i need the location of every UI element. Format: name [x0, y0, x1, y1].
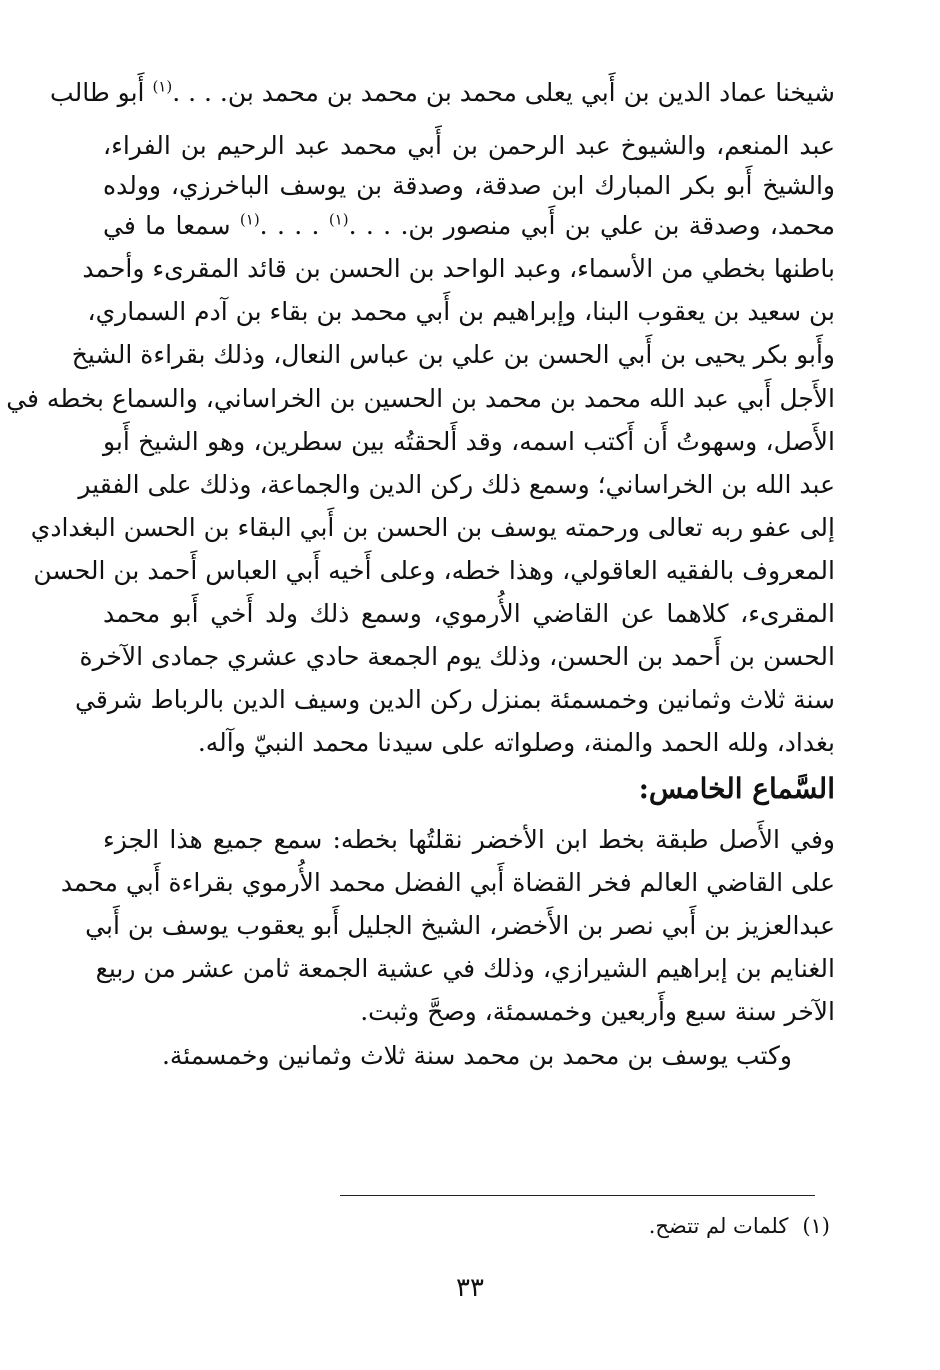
- text-line: الحسن بن أَحمد بن الحسن، وذلك يوم الجمعة حادي عشري جمادى الآخرة: [79, 642, 835, 671]
- footnote-number: (١): [802, 1214, 830, 1238]
- text-run: . . . .: [259, 211, 329, 240]
- text-line: وفي الأَصل طبقة بخط ابن الأخضر نقلتُها بخطه: سمع جميع هذا الجزء: [103, 825, 835, 854]
- text-line: عبدالعزيز بن أَبي نصر بن الأَخضر، الشيخ الجليل أَبو يعقوب يوسف بن أَبي: [85, 911, 835, 940]
- text-line: الآخر سنة سبع وأَربعين وخمسمئة، وصحَّ وثبت.: [360, 997, 835, 1026]
- closing-line: وكتب يوسف بن محمد بن محمد سنة ثلاث وثمانين وخمسمئة.: [161, 1041, 792, 1070]
- text-line: بغداد، ولله الحمد والمنة، وصلواته على سيدنا محمد النبيّ وآله.: [197, 728, 835, 757]
- text-line: المعروف بالفقيه العاقولي، وهذا خطه، وعلى أَخيه أَبي العباس أَحمد بن الحسن: [33, 556, 835, 585]
- footnote-text: كلمات لم تتضح.: [648, 1214, 789, 1238]
- text-line: والشيخ أَبو بكر المبارك ابن صدقة، وصدقة بن يوسف الباخرزي، وولده: [103, 171, 835, 200]
- text-line: [50, 77, 835, 108]
- text-line: سنة ثلاث وثمانين وخمسمئة بمنزل ركن الدين وسيف الدين بالرباط شرقي: [74, 685, 835, 714]
- page-number: ٣٣: [456, 1273, 484, 1303]
- text-line: إلى عفو ربه تعالى ورحمته يوسف بن الحسن بن أَبي البقاء بن الحسن البغدادي: [30, 513, 835, 542]
- text-run: أَبو طالب: [50, 78, 153, 107]
- text-line: عبد الله بن الخراساني؛ وسمع ذلك ركن الدين والجماعة، وذلك على الفقير: [78, 470, 835, 499]
- text-line: [103, 211, 835, 241]
- text-line: باطنها بخطي من الأسماء، وعبد الواحد بن الحسن بن قائد المقرىء وأحمد: [82, 254, 835, 283]
- text-run: سمعا ما في: [103, 211, 240, 240]
- text-line: على القاضي العالم فخر القضاة أَبي الفضل محمد الأُرموي بقراءة أَبي محمد: [60, 868, 835, 897]
- text-run: محمد، وصدقة بن علي بن أَبي منصور بن. . . .: [348, 211, 836, 240]
- footnote-separator: [340, 1195, 815, 1196]
- text-line: وأَبو بكر يحيى بن أَبي الحسن بن علي بن عباس النعال، وذلك بقراءة الشيخ: [71, 340, 835, 369]
- text-line: الأَجل أَبي عبد الله محمد بن محمد بن الحسين بن الخراساني، والسماع بخطه في: [6, 384, 835, 413]
- footnote-reference: (١): [328, 210, 349, 229]
- footnote: [649, 1212, 830, 1240]
- section-heading: السَّماع الخامس:: [638, 772, 835, 805]
- text-run: شيخنا عماد الدين بن أَبي يعلى محمد بن محمد بن محمد بن. . . .: [172, 78, 835, 107]
- text-line: الأَصل، وسهوتُ أَن أَكتب اسمه، وقد أَلحقتُه بين سطرين، وهو الشيخ أَبو: [103, 427, 835, 456]
- text-line: عبد المنعم، والشيوخ عبد الرحمن بن أَبي محمد عبد الرحيم بن الفراء،: [103, 131, 835, 160]
- text-line: المقرىء، كلاهما عن القاضي الأُرموي، وسمع ذلك ولد أَخي أَبو محمد: [103, 599, 835, 628]
- footnote-reference: (١): [152, 77, 173, 96]
- text-line: بن سعيد بن يعقوب البنا، وإبراهيم بن أَبي محمد بن بقاء بن آدم السماري،: [87, 297, 835, 326]
- text-line: الغنايم بن إبراهيم الشيرازي، وذلك في عشية الجمعة ثامن عشر من ربيع: [95, 954, 835, 983]
- footnote-reference: (١): [239, 210, 260, 229]
